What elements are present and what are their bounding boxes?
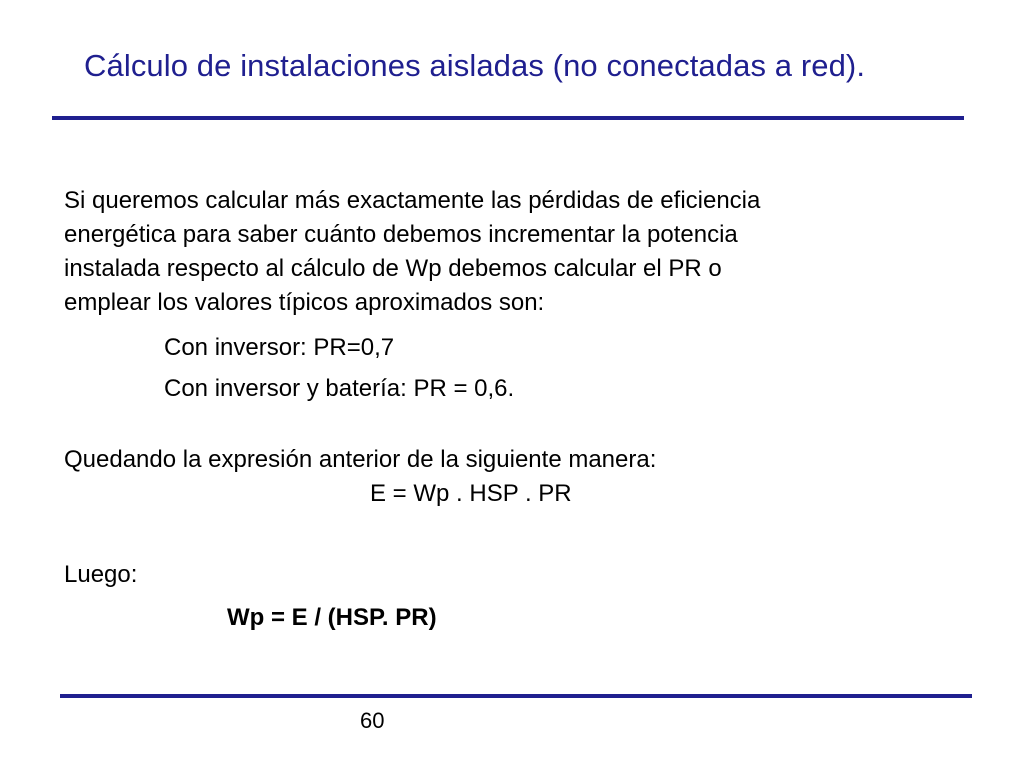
- then-label: Luego:: [64, 561, 138, 588]
- intro-line: energética para saber cuánto debemos incrementar la potencia: [64, 221, 738, 248]
- case-inverter-battery: Con inversor y batería: PR = 0,6.: [164, 375, 515, 402]
- footer-divider: [60, 694, 972, 698]
- intro-line: instalada respecto al cálculo de Wp debemos calcular el PR o: [64, 255, 722, 282]
- intro-line: emplear los valores típicos aproximados son:: [64, 289, 545, 316]
- expression-intro: Quedando la expresión anterior de la siguiente manera:: [64, 446, 657, 473]
- title-divider: [52, 116, 964, 120]
- intro-paragraph: [64, 184, 964, 320]
- final-formula: Wp = E / (HSP. PR): [227, 604, 437, 631]
- expression-formula: E = Wp . HSP . PR: [370, 480, 572, 507]
- slide-body: [64, 184, 964, 635]
- intro-line: Si queremos calcular más exactamente las pérdidas de eficiencia: [64, 187, 761, 214]
- page-number: 60: [360, 708, 385, 733]
- case-inverter: Con inversor: PR=0,7: [164, 334, 395, 361]
- slide-title: Cálculo de instalaciones aisladas (no conectadas a red).: [84, 48, 866, 83]
